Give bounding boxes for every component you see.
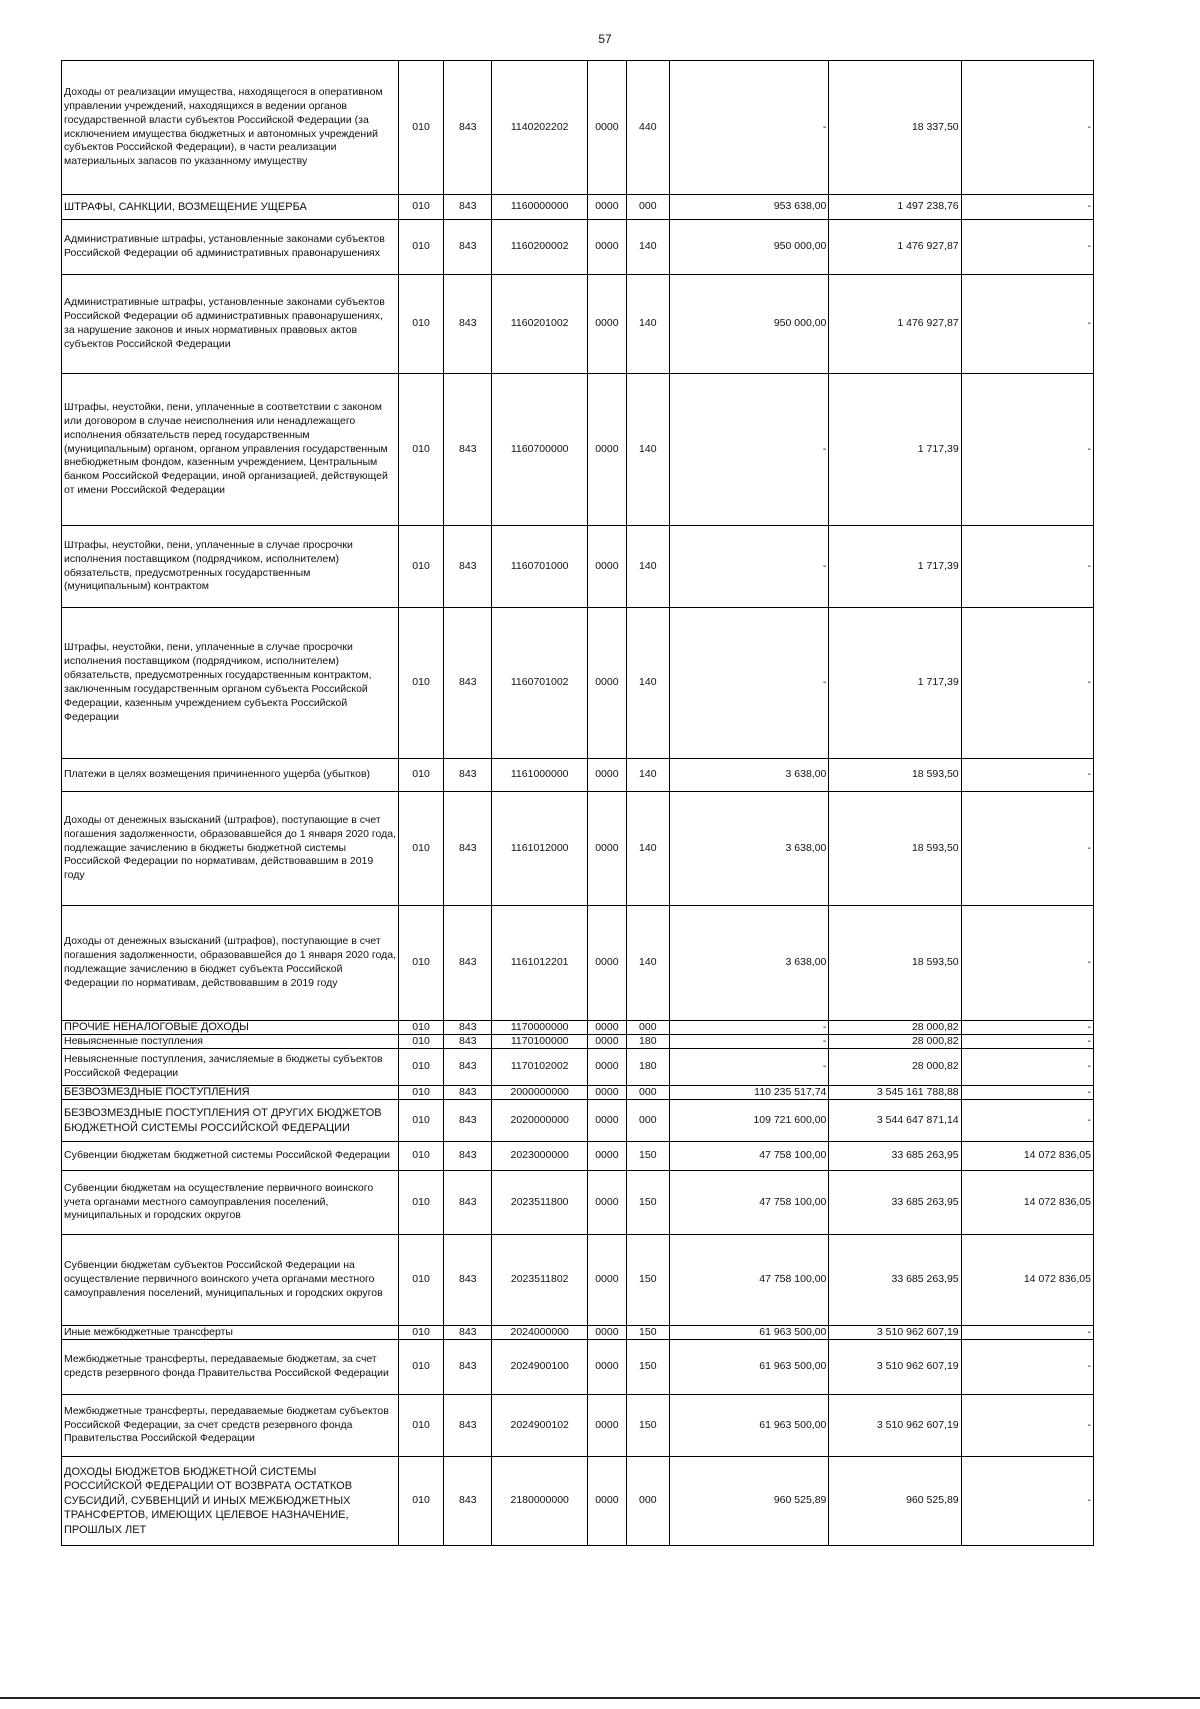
table-cell-approved: 61 963 500,00	[669, 1395, 829, 1457]
table-body	[62, 61, 1094, 1546]
table-cell-name: Доходы от реализации имущества, находящегося в оперативном управлении учреждений, находящихся в ведении органов государственной власти субъектов Российской Федерации (за исключением имущества бюджетных и автономных учреждений субъектов Российской Федерации), в части реализации материальных запасов по указанному имуществу	[62, 61, 399, 195]
table-cell-admin: 843	[444, 1100, 492, 1142]
table-cell-kbk: 2020000000	[492, 1100, 588, 1142]
table-cell-approved: -	[669, 374, 829, 526]
table-cell-approved: 953 638,00	[669, 195, 829, 220]
table-cell-executed: 1 476 927,87	[829, 275, 961, 374]
table-row	[62, 1035, 1094, 1049]
table-cell-admin: 843	[444, 759, 492, 792]
table-cell-executed: 1 476 927,87	[829, 220, 961, 275]
table-cell-approved: 960 525,89	[669, 1457, 829, 1546]
table-cell-code: 010	[399, 1171, 444, 1235]
table-cell-code: 010	[399, 906, 444, 1021]
table-cell-executed: 18 337,50	[829, 61, 961, 195]
table-cell-name: Субвенции бюджетам субъектов Российской Федерации на осуществление первичного воинского учета органами местного самоуправления поселений, муниципальных и городских округов	[62, 1235, 399, 1326]
table-cell-unexecuted: -	[961, 374, 1093, 526]
table-cell-kbk: 2180000000	[492, 1457, 588, 1546]
table-cell-approved: 3 638,00	[669, 759, 829, 792]
table-cell-code: 010	[399, 759, 444, 792]
table-cell-executed: 18 593,50	[829, 906, 961, 1021]
table-cell-kosgu: 000	[626, 1021, 669, 1035]
table-cell-executed: 33 685 263,95	[829, 1142, 961, 1171]
table-row	[62, 275, 1094, 374]
table-cell-name: Штрафы, неустойки, пени, уплаченные в случае просрочки исполнения поставщиком (подрядчиком, исполнителем) обязательств, предусмотренных государственным (муниципальным) контрактом	[62, 526, 399, 608]
table-cell-code: 010	[399, 374, 444, 526]
table-cell-kbk: 2024900102	[492, 1395, 588, 1457]
table-cell-unexecuted: -	[961, 759, 1093, 792]
table-cell-kosgu: 140	[626, 220, 669, 275]
table-cell-approved: 61 963 500,00	[669, 1340, 829, 1395]
table-cell-sub: 0000	[587, 61, 626, 195]
table-cell-kbk: 1161012201	[492, 906, 588, 1021]
table-cell-code: 010	[399, 1457, 444, 1546]
table-cell-kosgu: 000	[626, 1100, 669, 1142]
table-cell-kbk: 1160700000	[492, 374, 588, 526]
table-cell-admin: 843	[444, 1142, 492, 1171]
table-cell-approved: -	[669, 608, 829, 759]
table-cell-unexecuted: 14 072 836,05	[961, 1235, 1093, 1326]
table-row	[62, 1235, 1094, 1326]
table-row	[62, 374, 1094, 526]
table-cell-kosgu: 140	[626, 906, 669, 1021]
table-cell-code: 010	[399, 1235, 444, 1326]
table-cell-name: Административные штрафы, установленные законами субъектов Российской Федерации об административных правонарушениях	[62, 220, 399, 275]
page-number: 57	[598, 32, 612, 46]
table-cell-name: Административные штрафы, установленные законами субъектов Российской Федерации об административных правонарушениях, за нарушение законов и иных нормативных правовых актов субъектов Российской Федерации	[62, 275, 399, 374]
table-cell-kosgu: 150	[626, 1171, 669, 1235]
table-cell-kosgu: 000	[626, 1457, 669, 1546]
table-row	[62, 1395, 1094, 1457]
table-cell-code: 010	[399, 195, 444, 220]
table-cell-sub: 0000	[587, 220, 626, 275]
table-cell-kbk: 2024900100	[492, 1340, 588, 1395]
table-cell-unexecuted: -	[961, 1457, 1093, 1546]
table-cell-unexecuted: 14 072 836,05	[961, 1171, 1093, 1235]
table-row	[62, 759, 1094, 792]
table-cell-code: 010	[399, 1086, 444, 1100]
table-cell-sub: 0000	[587, 792, 626, 906]
table-cell-admin: 843	[444, 608, 492, 759]
table-cell-kosgu: 150	[626, 1340, 669, 1395]
table-row	[62, 1021, 1094, 1035]
table-cell-code: 010	[399, 1326, 444, 1340]
table-cell-admin: 843	[444, 195, 492, 220]
table-cell-executed: 18 593,50	[829, 792, 961, 906]
table-cell-kbk: 2024000000	[492, 1326, 588, 1340]
table-cell-unexecuted: -	[961, 195, 1093, 220]
table-cell-unexecuted: -	[961, 906, 1093, 1021]
table-cell-code: 010	[399, 792, 444, 906]
table-cell-admin: 843	[444, 1021, 492, 1035]
table-cell-sub: 0000	[587, 1142, 626, 1171]
table-cell-executed: 33 685 263,95	[829, 1235, 961, 1326]
table-cell-unexecuted: -	[961, 1086, 1093, 1100]
table-cell-kbk: 1161012000	[492, 792, 588, 906]
table-cell-approved: 950 000,00	[669, 275, 829, 374]
table-cell-kosgu: 440	[626, 61, 669, 195]
table-cell-unexecuted: -	[961, 1395, 1093, 1457]
table-cell-approved: 3 638,00	[669, 906, 829, 1021]
table-cell-sub: 0000	[587, 1395, 626, 1457]
table-row	[62, 1049, 1094, 1086]
table-cell-unexecuted: -	[961, 1035, 1093, 1049]
table-cell-name: Субвенции бюджетам бюджетной системы Российской Федерации	[62, 1142, 399, 1171]
table-cell-approved: 950 000,00	[669, 220, 829, 275]
table-cell-executed: 3 510 962 607,19	[829, 1395, 961, 1457]
table-row	[62, 220, 1094, 275]
table-cell-kbk: 1160701002	[492, 608, 588, 759]
table-cell-admin: 843	[444, 1235, 492, 1326]
table-cell-kbk: 1170100000	[492, 1035, 588, 1049]
table-cell-approved: 3 638,00	[669, 792, 829, 906]
table-cell-kbk: 1161000000	[492, 759, 588, 792]
table-cell-unexecuted: -	[961, 526, 1093, 608]
revenue-table	[61, 60, 1094, 1546]
table-row	[62, 1326, 1094, 1340]
table-cell-executed: 3 545 161 788,88	[829, 1086, 961, 1100]
table-cell-kbk: 1170102002	[492, 1049, 588, 1086]
table-cell-kbk: 1170000000	[492, 1021, 588, 1035]
table-cell-kosgu: 140	[626, 608, 669, 759]
table-cell-admin: 843	[444, 374, 492, 526]
table-cell-executed: 3 544 647 871,14	[829, 1100, 961, 1142]
table-cell-admin: 843	[444, 275, 492, 374]
table-cell-kbk: 1160201002	[492, 275, 588, 374]
table-cell-admin: 843	[444, 1086, 492, 1100]
table-cell-sub: 0000	[587, 1100, 626, 1142]
table-cell-admin: 843	[444, 220, 492, 275]
table-cell-sub: 0000	[587, 374, 626, 526]
table-row	[62, 608, 1094, 759]
table-cell-unexecuted: -	[961, 792, 1093, 906]
table-cell-admin: 843	[444, 1395, 492, 1457]
table-cell-admin: 843	[444, 61, 492, 195]
table-cell-name: ДОХОДЫ БЮДЖЕТОВ БЮДЖЕТНОЙ СИСТЕМЫ РОССИЙСКОЙ ФЕДЕРАЦИИ ОТ ВОЗВРАТА ОСТАТКОВ СУБСИДИЙ, СУБВЕНЦИЙ И ИНЫХ МЕЖБЮДЖЕТНЫХ ТРАНСФЕРТОВ, ИМЕЮЩИХ ЦЕЛЕВОЕ НАЗНАЧЕНИЕ, ПРОШЛЫХ ЛЕТ	[62, 1457, 399, 1546]
table-cell-admin: 843	[444, 1457, 492, 1546]
table-cell-sub: 0000	[587, 759, 626, 792]
table-cell-unexecuted: -	[961, 1326, 1093, 1340]
table-cell-approved: 47 758 100,00	[669, 1235, 829, 1326]
table-cell-kosgu: 140	[626, 759, 669, 792]
table-row	[62, 792, 1094, 906]
table-cell-sub: 0000	[587, 195, 626, 220]
table-cell-kbk: 2023000000	[492, 1142, 588, 1171]
table-cell-name: Штрафы, неустойки, пени, уплаченные в случае просрочки исполнения поставщиком (подрядчиком, исполнителем) обязательств, предусмотренных государственным контрактом, заключенным государственным органом субъекта Российской Федерации, казенным учреждением субъекта Российской Федерации	[62, 608, 399, 759]
table-cell-executed: 1 717,39	[829, 526, 961, 608]
table-cell-name: Иные межбюджетные трансферты	[62, 1326, 399, 1340]
table-cell-approved: 47 758 100,00	[669, 1142, 829, 1171]
table-cell-unexecuted: -	[961, 275, 1093, 374]
table-cell-code: 010	[399, 61, 444, 195]
table-cell-unexecuted: 14 072 836,05	[961, 1142, 1093, 1171]
table-cell-admin: 843	[444, 526, 492, 608]
table-cell-name: Невыясненные поступления, зачисляемые в бюджеты субъектов Российской Федерации	[62, 1049, 399, 1086]
table-cell-unexecuted: -	[961, 1049, 1093, 1086]
table-cell-sub: 0000	[587, 1457, 626, 1546]
table-cell-unexecuted: -	[961, 1340, 1093, 1395]
table-cell-unexecuted: -	[961, 608, 1093, 759]
table-cell-admin: 843	[444, 1049, 492, 1086]
table-cell-approved: -	[669, 1049, 829, 1086]
table-cell-unexecuted: -	[961, 1021, 1093, 1035]
table-cell-name: Невыясненные поступления	[62, 1035, 399, 1049]
table-row	[62, 1340, 1094, 1395]
table-cell-kbk: 1140202202	[492, 61, 588, 195]
table-cell-code: 010	[399, 220, 444, 275]
table-cell-approved: 110 235 517,74	[669, 1086, 829, 1100]
table-cell-kosgu: 140	[626, 526, 669, 608]
table-cell-name: ПРОЧИЕ НЕНАЛОГОВЫЕ ДОХОДЫ	[62, 1021, 399, 1035]
table-cell-sub: 0000	[587, 1340, 626, 1395]
table-row	[62, 61, 1094, 195]
table-cell-kosgu: 150	[626, 1235, 669, 1326]
table-cell-approved: 61 963 500,00	[669, 1326, 829, 1340]
table-cell-sub: 0000	[587, 608, 626, 759]
table-cell-code: 010	[399, 1142, 444, 1171]
table-cell-executed: 18 593,50	[829, 759, 961, 792]
table-cell-kbk: 1160000000	[492, 195, 588, 220]
table-cell-code: 010	[399, 526, 444, 608]
table-cell-sub: 0000	[587, 1235, 626, 1326]
table-cell-kbk: 2023511800	[492, 1171, 588, 1235]
table-cell-code: 010	[399, 1395, 444, 1457]
table-cell-approved: -	[669, 1035, 829, 1049]
table-cell-kosgu: 150	[626, 1395, 669, 1457]
table-cell-kosgu: 000	[626, 195, 669, 220]
table-cell-kosgu: 180	[626, 1049, 669, 1086]
table-cell-executed: 1 717,39	[829, 608, 961, 759]
table-cell-name: БЕЗВОЗМЕЗДНЫЕ ПОСТУПЛЕНИЯ	[62, 1086, 399, 1100]
table-cell-approved: -	[669, 526, 829, 608]
table-cell-kbk: 1160200002	[492, 220, 588, 275]
table-cell-unexecuted: -	[961, 1100, 1093, 1142]
table-cell-sub: 0000	[587, 526, 626, 608]
table-cell-code: 010	[399, 608, 444, 759]
table-cell-name: Субвенции бюджетам на осуществление первичного воинского учета органами местного самоуправления поселений, муниципальных и городских округов	[62, 1171, 399, 1235]
table-cell-executed: 28 000,82	[829, 1035, 961, 1049]
table-row	[62, 1100, 1094, 1142]
table-cell-sub: 0000	[587, 906, 626, 1021]
table-cell-approved: -	[669, 61, 829, 195]
table-cell-code: 010	[399, 1340, 444, 1395]
table-cell-sub: 0000	[587, 1035, 626, 1049]
table-cell-sub: 0000	[587, 1326, 626, 1340]
table-cell-code: 010	[399, 275, 444, 374]
table-cell-code: 010	[399, 1100, 444, 1142]
table-cell-approved: -	[669, 1021, 829, 1035]
table-cell-kosgu: 150	[626, 1326, 669, 1340]
table-cell-kosgu: 150	[626, 1142, 669, 1171]
table-cell-sub: 0000	[587, 1086, 626, 1100]
table-cell-name: Платежи в целях возмещения причиненного ущерба (убытков)	[62, 759, 399, 792]
table-cell-admin: 843	[444, 792, 492, 906]
table-cell-kosgu: 140	[626, 374, 669, 526]
table-cell-unexecuted: -	[961, 61, 1093, 195]
table-cell-sub: 0000	[587, 1049, 626, 1086]
table-cell-kosgu: 140	[626, 275, 669, 374]
table-row	[62, 526, 1094, 608]
table-row	[62, 906, 1094, 1021]
table-cell-code: 010	[399, 1049, 444, 1086]
table-row	[62, 1457, 1094, 1546]
table-cell-kbk: 1160701000	[492, 526, 588, 608]
table-cell-admin: 843	[444, 1340, 492, 1395]
table-cell-executed: 28 000,82	[829, 1049, 961, 1086]
table-cell-name: Доходы от денежных взысканий (штрафов), поступающие в счет погашения задолженности, образовавшейся до 1 января 2020 года, подлежащие зачислению в бюджет субъекта Российской Федерации по нормативам, действовавшим в 2019 году	[62, 906, 399, 1021]
table-cell-approved: 47 758 100,00	[669, 1171, 829, 1235]
table-cell-kosgu: 140	[626, 792, 669, 906]
table-row	[62, 1142, 1094, 1171]
table-cell-executed: 3 510 962 607,19	[829, 1340, 961, 1395]
table-cell-admin: 843	[444, 1326, 492, 1340]
table-cell-executed: 28 000,82	[829, 1021, 961, 1035]
table-cell-admin: 843	[444, 1035, 492, 1049]
table-cell-kosgu: 000	[626, 1086, 669, 1100]
table-cell-executed: 1 497 238,76	[829, 195, 961, 220]
table-cell-name: ШТРАФЫ, САНКЦИИ, ВОЗМЕЩЕНИЕ УЩЕРБА	[62, 195, 399, 220]
table-cell-code: 010	[399, 1035, 444, 1049]
table-cell-code: 010	[399, 1021, 444, 1035]
table-cell-kbk: 2023511802	[492, 1235, 588, 1326]
table-cell-unexecuted: -	[961, 220, 1093, 275]
table-cell-sub: 0000	[587, 1171, 626, 1235]
table-cell-executed: 3 510 962 607,19	[829, 1326, 961, 1340]
table-cell-name: Доходы от денежных взысканий (штрафов), поступающие в счет погашения задолженности, образовавшейся до 1 января 2020 года, подлежащие зачислению в бюджеты бюджетной системы Российской Федерации по нормативам, действовавшим в 2019 году	[62, 792, 399, 906]
table-cell-name: Межбюджетные трансферты, передаваемые бюджетам субъектов Российской Федерации, за счет средств резервного фонда Правительства Российской Федерации	[62, 1395, 399, 1457]
table-cell-executed: 1 717,39	[829, 374, 961, 526]
page-bottom-rule	[0, 1697, 1200, 1699]
table-cell-approved: 109 721 600,00	[669, 1100, 829, 1142]
table-cell-sub: 0000	[587, 275, 626, 374]
table-cell-executed: 33 685 263,95	[829, 1171, 961, 1235]
table-cell-admin: 843	[444, 906, 492, 1021]
table-cell-admin: 843	[444, 1171, 492, 1235]
table-cell-kosgu: 180	[626, 1035, 669, 1049]
table-row	[62, 195, 1094, 220]
table-cell-sub: 0000	[587, 1021, 626, 1035]
table-cell-name: БЕЗВОЗМЕЗДНЫЕ ПОСТУПЛЕНИЯ ОТ ДРУГИХ БЮДЖЕТОВ БЮДЖЕТНОЙ СИСТЕМЫ РОССИЙСКОЙ ФЕДЕРАЦИИ	[62, 1100, 399, 1142]
table-row	[62, 1086, 1094, 1100]
table-cell-kbk: 2000000000	[492, 1086, 588, 1100]
table-cell-name: Межбюджетные трансферты, передаваемые бюджетам, за счет средств резервного фонда Правительства Российской Федерации	[62, 1340, 399, 1395]
table-row	[62, 1171, 1094, 1235]
table-cell-name: Штрафы, неустойки, пени, уплаченные в соответствии с законом или договором в случае неисполнения или ненадлежащего исполнения обязательств перед государственным (муниципальным) органом, органом управления государственным внебюджетным фондом, казенным учреждением, Центральным банком Российской Федерации, иной организацией, действующей от имени Российской Федерации	[62, 374, 399, 526]
table-cell-executed: 960 525,89	[829, 1457, 961, 1546]
